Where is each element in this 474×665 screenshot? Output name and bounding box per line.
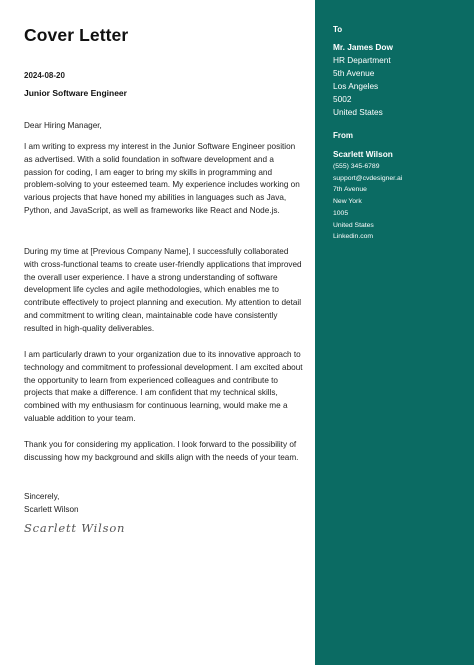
recipient-department: HR Department xyxy=(333,55,391,65)
recipient-city: Los Angeles xyxy=(333,81,379,91)
sender-zip: 1005 xyxy=(333,209,349,217)
paragraph-2: During my time at [Previous Company Name], I successfully collaborated with cross-functional teams to create user-friendly applications that improved the overall user experience. I have a strong understanding of software development life cycles and agile methodologies, which enables me to contribute effectively to project planning and execution. My attention to detail and commitment to writing clean, maintainable code have consistently resulted in high-quality deliverables. xyxy=(24,247,302,333)
recipient-street: 5th Avenue xyxy=(333,68,375,78)
sender-country: United States xyxy=(333,221,374,229)
handwritten-signature: Scarlett Wilson xyxy=(24,521,126,535)
sender-block xyxy=(333,148,402,243)
paragraph-3: I am particularly drawn to your organization due to its innovative approach to technology and commitment to professional development. I am excited about the opportunity to learn from experienced colleagues and contribute to projects that make a difference. I am confident that my technical skills, combined with my enthusiasm for continuous learning, would make me a valuable addition to your team. xyxy=(24,350,303,423)
closing-block xyxy=(24,491,79,517)
greeting: Dear Hiring Manager, xyxy=(24,121,102,130)
recipient-name: Mr. James Dow xyxy=(333,42,393,52)
letter-date: 2024-08-20 xyxy=(24,71,65,80)
closing-phrase: Sincerely, xyxy=(24,492,60,501)
sender-phone[interactable]: (555) 345-6789 xyxy=(333,163,380,170)
sender-linkedin-link[interactable]: Linkedin.com xyxy=(333,233,374,241)
paragraph-1: I am writing to express my interest in the Junior Software Engineer position as advertised. With a solid foundation in software development and a passion for coding, I am eager to bring my skills in programming and problem-solving to your esteemed team. My experience includes working on various projects that have honed my abilities in languages such as Java, Python, and JavaScript, as well as frameworks like React and Node.js. xyxy=(24,142,300,215)
sender-email[interactable]: support@cvdesigner.ai xyxy=(333,174,403,182)
from-heading: From xyxy=(333,131,353,140)
paragraph-4: Thank you for considering my application. I look forward to the possibility of discussing how my background and skills align with the needs of your team. xyxy=(24,440,299,462)
closing-name: Scarlett Wilson xyxy=(24,504,79,514)
job-title: Junior Software Engineer xyxy=(24,88,127,98)
sender-city: New York xyxy=(333,198,362,206)
recipient-country: United States xyxy=(333,107,383,117)
recipient-zip: 5002 xyxy=(333,94,352,104)
document-title: Cover Letter xyxy=(24,25,129,45)
sender-name: Scarlett Wilson xyxy=(333,149,393,159)
contact-sidebar xyxy=(315,0,474,665)
sender-street: 7th Avenue xyxy=(333,186,367,194)
recipient-block xyxy=(333,41,393,119)
to-heading: To xyxy=(333,25,343,34)
